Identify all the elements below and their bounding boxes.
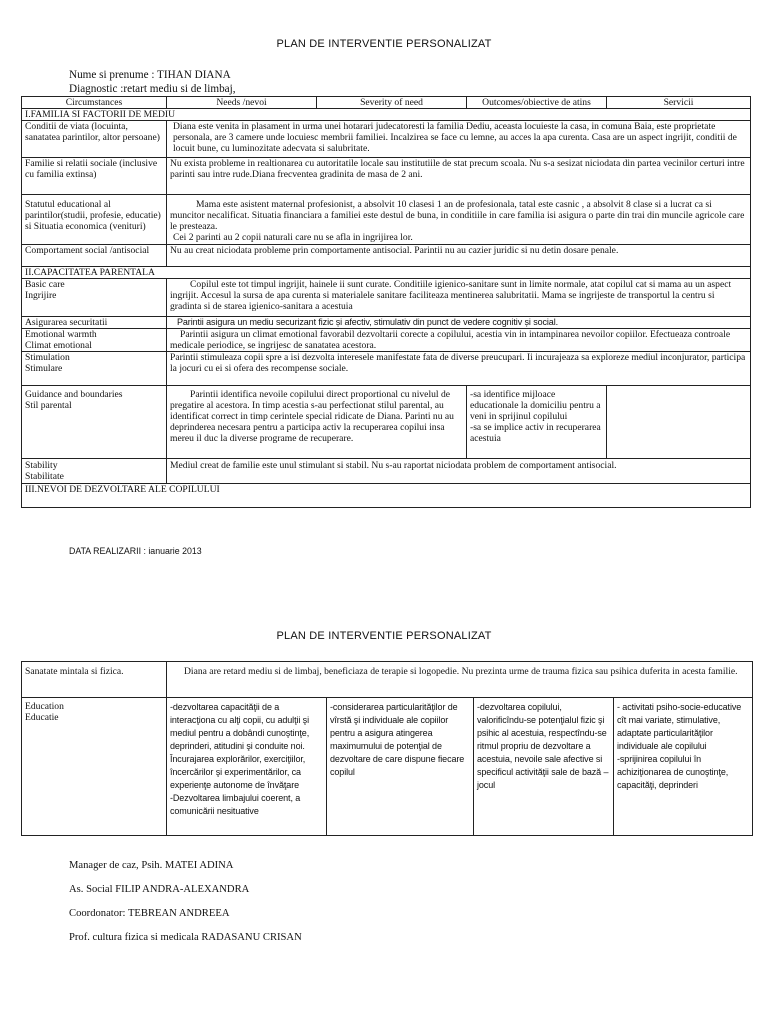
safety-label: Asigurarea securitatii <box>22 317 167 329</box>
header-severity: Severity of need <box>317 97 467 109</box>
education-outcomes: -dezvoltarea copilului, valorificîndu-se potenţialul fizic şi psihic al acestuia, respectîndu-se ritmul propriu de dezvoltare a acestuia, nevoile sale afective si specificul activităţii sale de bază – jocul <box>474 698 614 836</box>
emotional-warmth-label: Emotional warmth Climat emotional <box>22 329 167 352</box>
basic-care-text: Copilul este tot timpul ingrijit, hainele ii sunt curate. Conditiile igienico-sanitare sunt in limite normale, atat copilul cat si mama au un aspect ingrijit. Accesul la sursa de apa curenta si materialele sanitare faciliteaza mentinerea salubritatii. Mama se ingrijeste de transportul la centru si gradinta si de starea igienico-sanitara a acestuia <box>167 279 751 317</box>
guidance-text: Parintii identifica nevoile copilului direct proportional cu nivelul de pregatire al acestora. In timp acestia s-au perfectionat stilul parental, au identificat correct in timp cerintele special ridicate de Diana. Parinti nu au deprinderea necesara pentru a participa activ la recuperarea copilui insa mereu il duc la diverse programe de recuperare. <box>167 386 467 459</box>
living-conditions-text: Diana este venita in plasament in urma unei hotarari judecatoresti la familia Dediu, aceasta locuieste la casa, in comuna Baia, este proprietate personala, are 3 camere unde locuiesc membrii familiei. Incalzirea se face cu lemne, au acces la apa curenta. Casa are un aspect ingrijit, conditii de locuit bune, cu luminozitate adecvata si salubritate. <box>167 121 751 158</box>
emotional-warmth-text: Parintii asigura un climat emotional favorabil dezvoltarii corecte a copilului, acestia vin in intampinarea nevoilor copiilor. Efectueaza controale medicale periodice, se ingrijesc de sanatatea acestora. <box>167 329 751 352</box>
education-status-cell <box>167 195 751 245</box>
signature-physical-education: Prof. cultura fizica si medicala RADASANU CRISAN <box>69 932 302 943</box>
mental-physical-health-label: Sanatate mintala si fizica. <box>22 662 167 698</box>
education-status-label: Statutul educational al parintilor(studii, profesie, educatie) si Situatia economica (venituri) <box>22 195 167 245</box>
section-parental-capacity: II.CAPACITATEA PARENTALA <box>22 267 751 279</box>
education-label: Education Educatie <box>22 698 167 836</box>
intervention-table-page2 <box>21 661 753 836</box>
guidance-label: Guidance and boundaries Stil parental <box>22 386 167 459</box>
family-relations-label: Familie si relatii sociale (inclusive cu familia extinsa) <box>22 158 167 195</box>
header-services: Servicii <box>607 97 751 109</box>
social-behavior-label: Comportament social /antisocial <box>22 245 167 267</box>
date-line: DATA REALIZARII : ianuarie 2013 <box>69 546 202 556</box>
diagnosis-line: Diagnostic :retart mediu si de limbaj, <box>69 83 236 95</box>
page2-title: PLAN DE INTERVENTIE PERSONALIZAT <box>276 630 492 642</box>
education-services: - activitati psiho-socie-educative cît mai variate, stimulative, adaptate particularităţilor individuale ale copilului -sprijinirea copilului în achiziţionarea de cunoştinţe, capacităţi, deprinderi <box>614 698 753 836</box>
guidance-services <box>607 386 751 459</box>
family-relations-text: Nu exista probleme in realtionarea cu autoritatile locale sau institutiile de stat precum scoala. Nu s-a sesizat niciodata din partea vecinilor certuri intre parinti sau intre rude.Diana frecventea gradinita de masa de 2 ani. <box>167 158 751 195</box>
stimulation-text: Parintii stimuleaza copii spre a isi dezvolta interesele manifestate fata de diverse preucupari. Ii incurajeaza sa exploreze mediul inconjurator, participa la jocuri cu ei si ofera des recompense sociale. <box>167 352 751 386</box>
education-needs: -dezvoltarea capacităţii de a interacţiona cu alţi copii, cu adulţii şi mediul pentru a dobândi cunoştinţe, deprinderi, atitudini şi conduite noi. Încurajarea explorărilor, exerciţiilor, încercărilor şi experimentărilor, ca experienţe autonome de învăţare -Dezvoltarea limbajului coerent, a comunicării nesituative <box>167 698 327 836</box>
education-status-text: Mama este asistent maternal profesionist, a absolvit 10 clasesi 1 an de profesionala, tatal este casnic , a absolvit 8 clase si a lucrat ca si muncitor necalificat. Situatia financiara a familiei este destul de buna, in conditiile in care familia isi asigura o parte din trai din muncile agricole care le presteaza. <box>170 199 745 232</box>
social-behavior-text: Nu au creat niciodata probleme prin comportamente antisocial. Parintii nu au cazier juridic si nu detin dosare penale. <box>167 245 751 267</box>
stimulation-label: Stimulation Stimulare <box>22 352 167 386</box>
section-development-needs: III.NEVOI DE DEZVOLTARE ALE COPILULUI <box>22 484 751 508</box>
name-line: Nume si prenume : TIHAN DIANA <box>69 69 231 81</box>
basic-care-label: Basic care Ingrijire <box>22 279 167 317</box>
stability-text: Mediul creat de familie este unul stimulant si stabil. Nu s-au raportat niciodata problem de comportament antisocial. <box>167 459 751 484</box>
signature-case-manager: Manager de caz, Psih. MATEI ADINA <box>69 860 234 871</box>
education-severity: -considerarea particularităţilor de vîrstă şi individuale ale copiilor pentru a asigura atingerea maximumului de potenţial de dezvoltare de care dispune fiecare copilul <box>327 698 474 836</box>
header-circumstances: Circumstances <box>22 97 167 109</box>
living-conditions-label: Conditii de viata (locuinta, sanatatea parintilor, altor persoane) <box>22 121 167 158</box>
guidance-outcome: -sa identifice mijloace educationale la domiciliu pentru a veni in sprijinul copilului -sa se implice activ in recuperarea acestuia <box>467 386 607 459</box>
intervention-table-page1 <box>21 96 751 508</box>
safety-text: Parintii asigura un mediu securizant fizic și afectiv, stimulativ din punct de vedere cognitiv și social. <box>167 317 751 329</box>
header-needs: Needs /nevoi <box>167 97 317 109</box>
signature-social-worker: As. Social FILIP ANDRA-ALEXANDRA <box>69 884 250 895</box>
section-family-environment: I.FAMILIA SI FACTORII DE MEDIU <box>22 109 751 121</box>
mental-physical-health-text: Diana are retard mediu si de limbaj, beneficiaza de terapie si logopedie. Nu prezinta urme de trauma fizica sau psihica duferita in acesta familie. <box>167 662 753 698</box>
page-title: PLAN DE INTERVENTIE PERSONALIZAT <box>276 38 492 50</box>
stability-label: Stability Stabilitate <box>22 459 167 484</box>
header-outcomes: Outcomes/obiective de atins <box>467 97 607 109</box>
biological-children-text: Cei 2 parinti au 2 copii naturali care nu se afla in ingrijirea lor. <box>173 232 413 243</box>
signature-coordinator: Coordonator: TEBREAN ANDREEA <box>69 908 230 919</box>
